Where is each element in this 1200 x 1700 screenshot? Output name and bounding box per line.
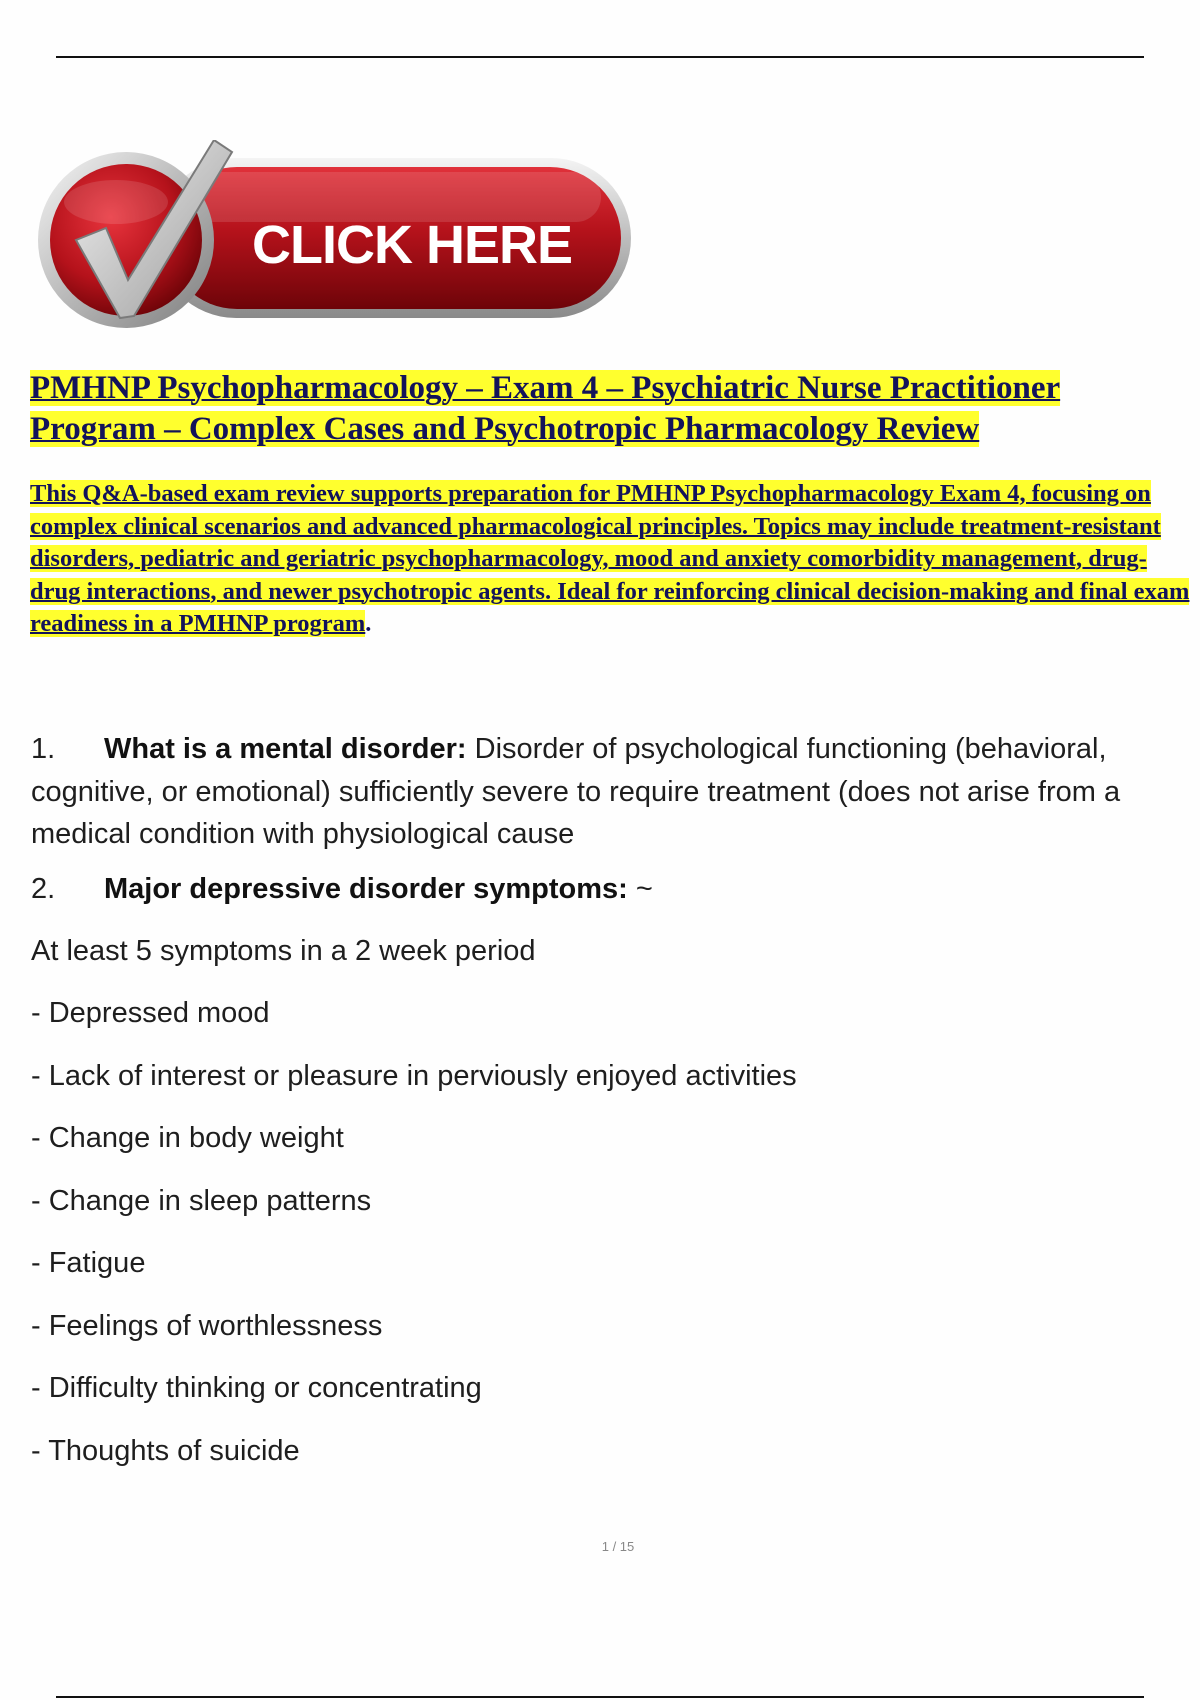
document-title-text: PMHNP Psychopharmacology – Exam 4 – Psychiatric Nurse Practitioner Program – Complex Cases and Psychotropic Pharmacology Review (30, 370, 1061, 447)
symptom-item: - Thoughts of suicide (31, 1434, 300, 1467)
question-2-number: 2. (31, 872, 56, 905)
symptom-item: - Change in sleep patterns (31, 1184, 372, 1217)
question-2-term: Major depressive disorder symptoms: (104, 872, 628, 905)
question-2 (31, 868, 1200, 910)
summary-period: . (365, 610, 372, 637)
document-summary-text: This Q&A-based exam review supports preparation for PMHNP Psychopharmacology Exam 4, focusing on complex clinical scenarios and advanced pharmacological principles. Topics may include treatment-resistant disorders, pediatric and geriatric psychopharmacology, mood and anxiety comorbidity management, drug-drug interactions, and newer psychotropic agents. Ideal for reinforcing clinical decision-making and final exam readiness in a PMHNP program (30, 480, 1190, 637)
symptom-item: - Fatigue (31, 1247, 146, 1279)
click-here-button[interactable] (36, 140, 636, 340)
question-1-number: 1. (31, 733, 56, 765)
question-list (31, 728, 1200, 1492)
symptom-item: - Feelings of worthlessness (31, 1309, 383, 1342)
document-summary (30, 478, 1195, 641)
symptom-item: - Depressed mood (31, 997, 270, 1029)
click-here-label: CLICK HERE (251, 215, 573, 275)
question-1-answer: Disorder of psychological functioning (behavioral, cognitive, or emotional) sufficiently severe to require treatment (does not arise from a medical condition with physiological cause (31, 733, 1121, 850)
question-1 (31, 728, 1200, 856)
page-indicator: 1 / 15 (601, 1539, 635, 1554)
bottom-rule (56, 1696, 1144, 1698)
question-2-answer: ~ (627, 872, 653, 905)
symptom-item: - Difficulty thinking or concentrating (31, 1372, 482, 1404)
question-1-term: What is a mental disorder: (104, 733, 467, 765)
top-rule (56, 56, 1144, 58)
click-here-graphic (36, 140, 636, 340)
symptom-item: - Change in body weight (31, 1122, 344, 1154)
symptom-item: - Lack of interest or pleasure in perviously enjoyed activities (31, 1059, 797, 1092)
document-title (30, 368, 1180, 450)
answer-line: At least 5 symptoms in a 2 week period (31, 934, 536, 967)
